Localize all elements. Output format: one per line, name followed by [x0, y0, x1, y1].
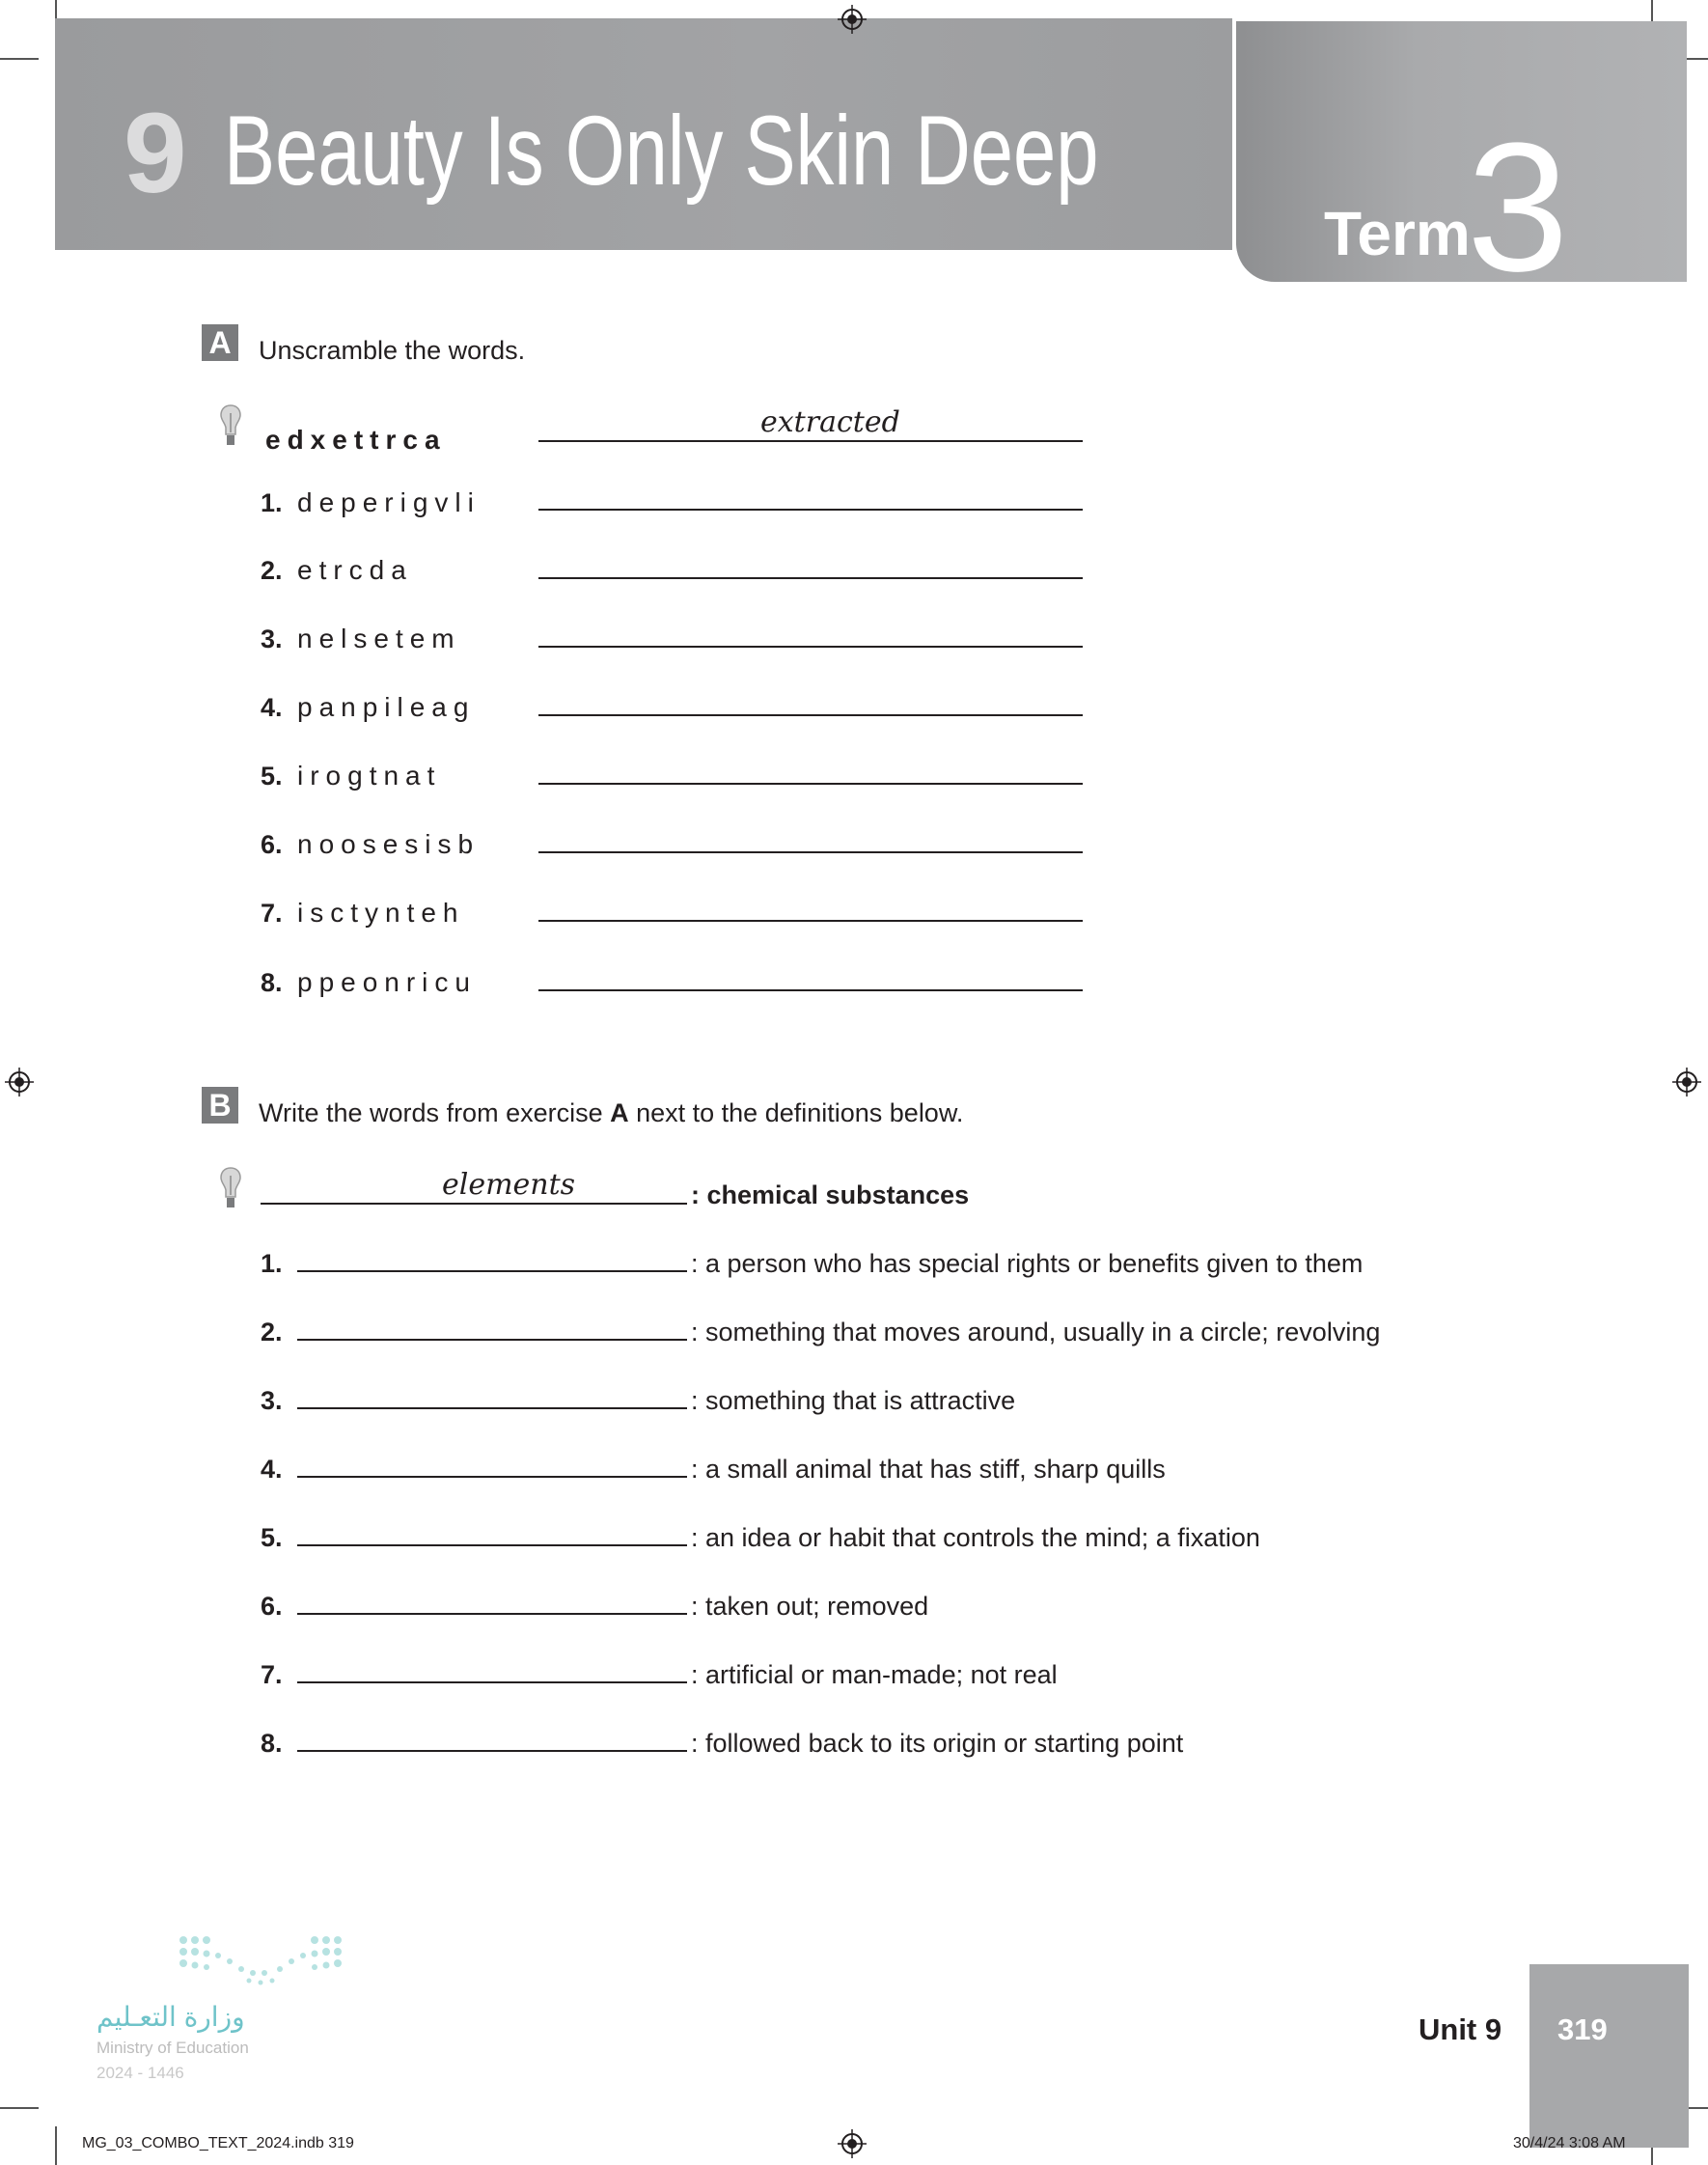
page-number-tab: [1529, 1964, 1689, 2148]
answer-line[interactable]: [538, 851, 1083, 853]
footer-unit-label: Unit 9: [1419, 2012, 1502, 2046]
definition-text: : an idea or habit that controls the mind; a fixation: [691, 1523, 1260, 1552]
ministry-year: 2024 - 1446: [96, 2064, 184, 2082]
answer-line[interactable]: [297, 1544, 687, 1546]
answer-line[interactable]: [538, 646, 1083, 648]
answer-line: [261, 1203, 687, 1205]
section-b-instruction: Write the words from exercise A next to the definitions below.: [259, 1098, 964, 1127]
scrambled-word: etrcda: [297, 555, 413, 585]
registration-mark-icon: [838, 5, 867, 34]
answer-line[interactable]: [297, 1750, 687, 1752]
item-number: 2.: [261, 556, 283, 585]
page-number: 319: [1557, 2012, 1608, 2046]
unit-title: Beauty Is Only Skin Deep: [224, 96, 1099, 206]
answer-line[interactable]: [297, 1270, 687, 1272]
definition-text: : artificial or man-made; not real: [691, 1660, 1058, 1689]
lightbulb-icon: [220, 1166, 241, 1212]
item-number: 5.: [261, 1523, 283, 1552]
answer-line[interactable]: [297, 1407, 687, 1409]
term-number: 3: [1467, 105, 1569, 310]
definition-text: : something that is attractive: [691, 1386, 1016, 1415]
ministry-name-english: Ministry of Education: [96, 2039, 249, 2057]
scrambled-word: isctynteh: [297, 898, 465, 928]
answer-line[interactable]: [538, 714, 1083, 716]
section-a-marker: A: [202, 324, 238, 361]
unit-number: 9: [124, 90, 187, 217]
item-number: 3.: [261, 625, 283, 653]
item-number: 7.: [261, 1660, 283, 1689]
answer-line[interactable]: [538, 920, 1083, 922]
definition-text: : taken out; removed: [691, 1592, 929, 1621]
term-label: Term: [1324, 199, 1471, 268]
example-scrambled-word: edxettrca: [265, 425, 447, 455]
crop-mark: [55, 2126, 57, 2165]
scrambled-word: deperigvli: [297, 487, 481, 517]
definition-text: : a person who has special rights or benefits given to them: [691, 1249, 1364, 1278]
item-number: 1.: [261, 488, 283, 517]
answer-line[interactable]: [538, 783, 1083, 785]
item-number: 5.: [261, 762, 283, 791]
section-b-marker: B: [202, 1087, 238, 1124]
item-number: 1.: [261, 1249, 283, 1278]
item-number: 3.: [261, 1386, 283, 1415]
ministry-name-arabic: وزارة التعـليم: [96, 2002, 245, 2032]
print-slug-date: 30/4/24 3:08 AM: [1513, 2135, 1626, 2151]
ministry-logo-icon: [96, 1930, 347, 1998]
item-number: 6.: [261, 830, 283, 859]
scrambled-word: noosesisb: [297, 829, 481, 859]
registration-mark-icon: [838, 2129, 867, 2158]
item-number: 7.: [261, 899, 283, 928]
item-number: 8.: [261, 1729, 283, 1758]
answer-line[interactable]: [297, 1476, 687, 1478]
item-number: 6.: [261, 1592, 283, 1621]
lightbulb-icon: [220, 403, 241, 450]
scrambled-word: ppeonricu: [297, 967, 477, 997]
item-number: 4.: [261, 1455, 283, 1484]
registration-mark-icon: [5, 1068, 34, 1096]
crop-mark: [0, 58, 39, 60]
answer-line[interactable]: [297, 1339, 687, 1341]
crop-mark: [0, 2107, 39, 2109]
item-number: 2.: [261, 1318, 283, 1346]
definition-text: : something that moves around, usually in a circle; revolving: [691, 1318, 1381, 1346]
scrambled-word: panpileag: [297, 692, 476, 722]
answer-line[interactable]: [538, 509, 1083, 511]
scrambled-word: irogtnat: [297, 761, 442, 791]
answer-line[interactable]: [297, 1681, 687, 1683]
answer-line: [538, 440, 1083, 442]
item-number: 4.: [261, 693, 283, 722]
print-slug-file: MG_03_COMBO_TEXT_2024.indb 319: [82, 2135, 354, 2151]
scrambled-word: nelsetem: [297, 624, 461, 653]
answer-line[interactable]: [297, 1613, 687, 1615]
answer-line[interactable]: [538, 989, 1083, 991]
item-number: 8.: [261, 968, 283, 997]
example-answer: elements: [442, 1168, 576, 1202]
example-definition: : chemical substances: [691, 1180, 970, 1209]
section-a-instruction: Unscramble the words.: [259, 336, 526, 365]
answer-line[interactable]: [538, 577, 1083, 579]
registration-mark-icon: [1672, 1068, 1701, 1096]
example-answer: extracted: [760, 405, 900, 439]
definition-text: : a small animal that has stiff, sharp quills: [691, 1455, 1166, 1484]
definition-text: : followed back to its origin or starting point: [691, 1729, 1184, 1758]
